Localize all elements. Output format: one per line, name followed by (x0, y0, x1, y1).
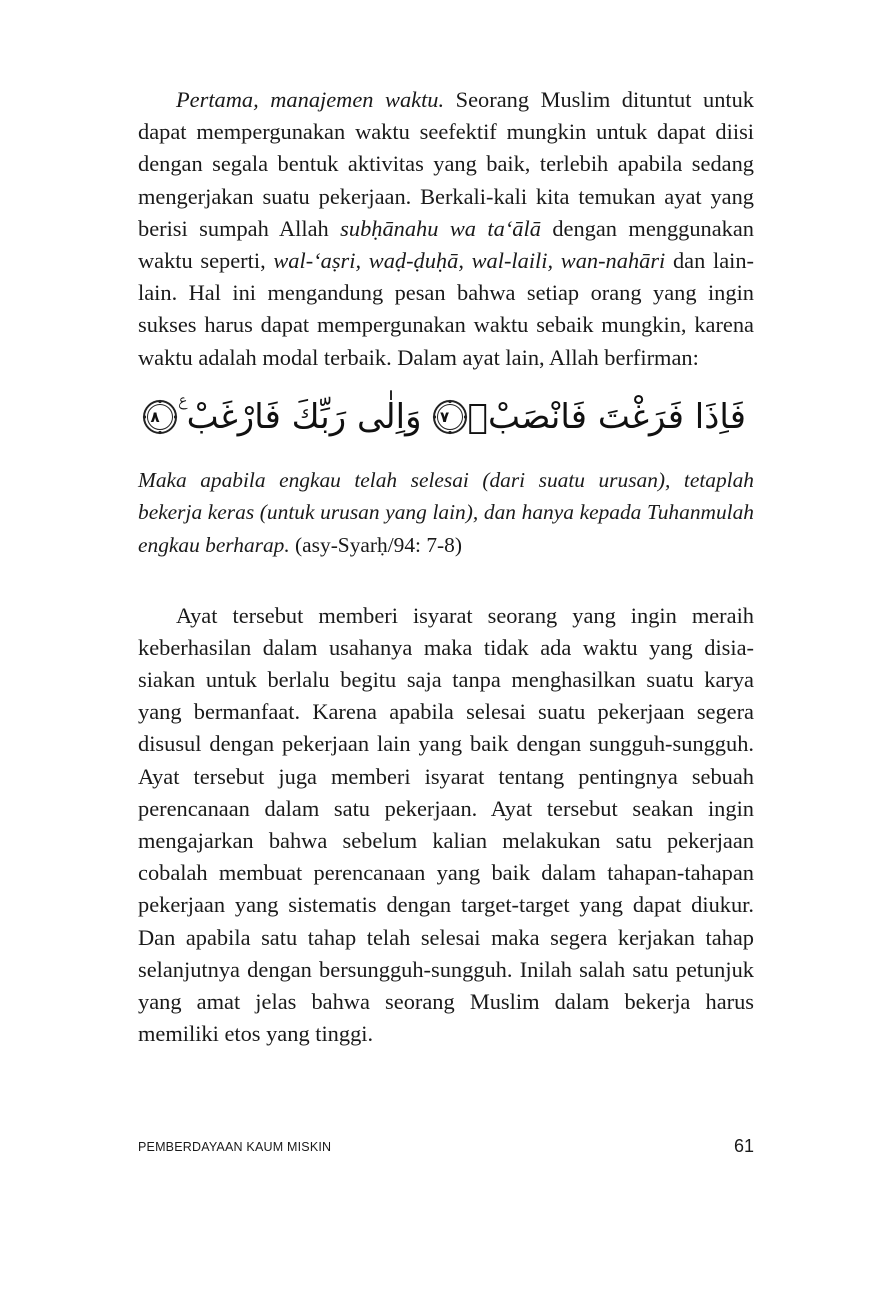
ayah-number: ٧ (440, 407, 450, 426)
page-footer (138, 1138, 754, 1168)
paragraph-text: dan lain-lain. Hal ini mengandung pesan bahwa setiap orang yang ingin sukses harus dapat mempergunakan waktu sebaik mungkin, karena waktu adalah modal terbaik. Dalam ayat lain, Allah berfirman: (138, 248, 755, 370)
ayah-ornament-icon (432, 399, 468, 435)
verse-segment: فَاِذَا فَرَغْتَ فَانْصَبْۙ (467, 396, 746, 437)
paragraph-text: Seorang Muslim dituntut untuk dapat mempergunakan waktu seefektif mungkin untuk dapat diisi dengan segala bentuk aktivitas yang baik, terlebih apabila sedang mengerjakan suatu pekerjaan. Berkali-kali kita temukan ayat yang berisi sumpah Allah (138, 87, 755, 241)
paragraph-verse-commentary: Ayat tersebut memberi isyarat seorang yang ingin meraih keberhasilan dalam usahanya maka tidak ada waktu yang disia-siakan untuk berlalu begitu saja tanpa menghasilkan suatu karya yang bermanfaat. Karena apabila selesai suatu pekerjaan segera disusul dengan pekerjaan lain yang baik dengan sungguh-sungguh. Ayat tersebut juga memberi isyarat tentang pentingnya sebuah perencanaan dalam satu pekerjaan. Ayat tersebut seakan ingin mengajarkan bahwa sebelum kalian melakukan satu pekerjaan cobalah membuat perencanaan yang baik dalam tahapan-tahapan pekerjaan yang sistematis dengan target-target yang dapat diukur. Dan apabila satu tahap telah selesai maka segera kerjakan tahap selanjutnya dengan bersungguh-sungguh. Inilah salah satu petunjuk yang amat jelas bahwa seorang Muslim dalam bekerja harus memiliki etos yang tinggi. (138, 602, 754, 1047)
verse-translation (138, 464, 754, 562)
paragraph-term: subḥānahu wa ta‘ālā (340, 215, 541, 241)
running-footer-title: PEMBERDAYAAN KAUM MISKIN (138, 1140, 332, 1154)
translation-text: Maka apabila engkau telah selesai (dari suatu urusan), tetaplah bekerja keras (untuk urusan yang lain), dan hanya kepada Tuhanmulah engkau berharap. (138, 467, 754, 558)
ayah-number: ٨ (150, 407, 160, 426)
quran-verse (138, 388, 754, 446)
paragraph-lead: Pertama, manajemen waktu. (176, 87, 445, 112)
ayah-ornament-icon (142, 399, 178, 435)
page-content (138, 84, 754, 1050)
verse-segment: وَاِلٰى رَبِّكَ فَارْغَبْ ࣖ (178, 396, 422, 437)
page-number: 61 (733, 1136, 754, 1156)
ayah-number-marker (142, 399, 168, 435)
paragraph-time-management (138, 84, 754, 374)
paragraph-text: dengan menggunakan waktu seperti, (138, 215, 754, 274)
paragraph-examples: wal-‘aṣri, waḍ-ḍuḥā, wal-laili, wan-nahāri (273, 248, 666, 274)
verse-reference: (asy-Syarḥ/94: 7-8) (289, 533, 462, 558)
ayah-number-marker (432, 399, 458, 435)
